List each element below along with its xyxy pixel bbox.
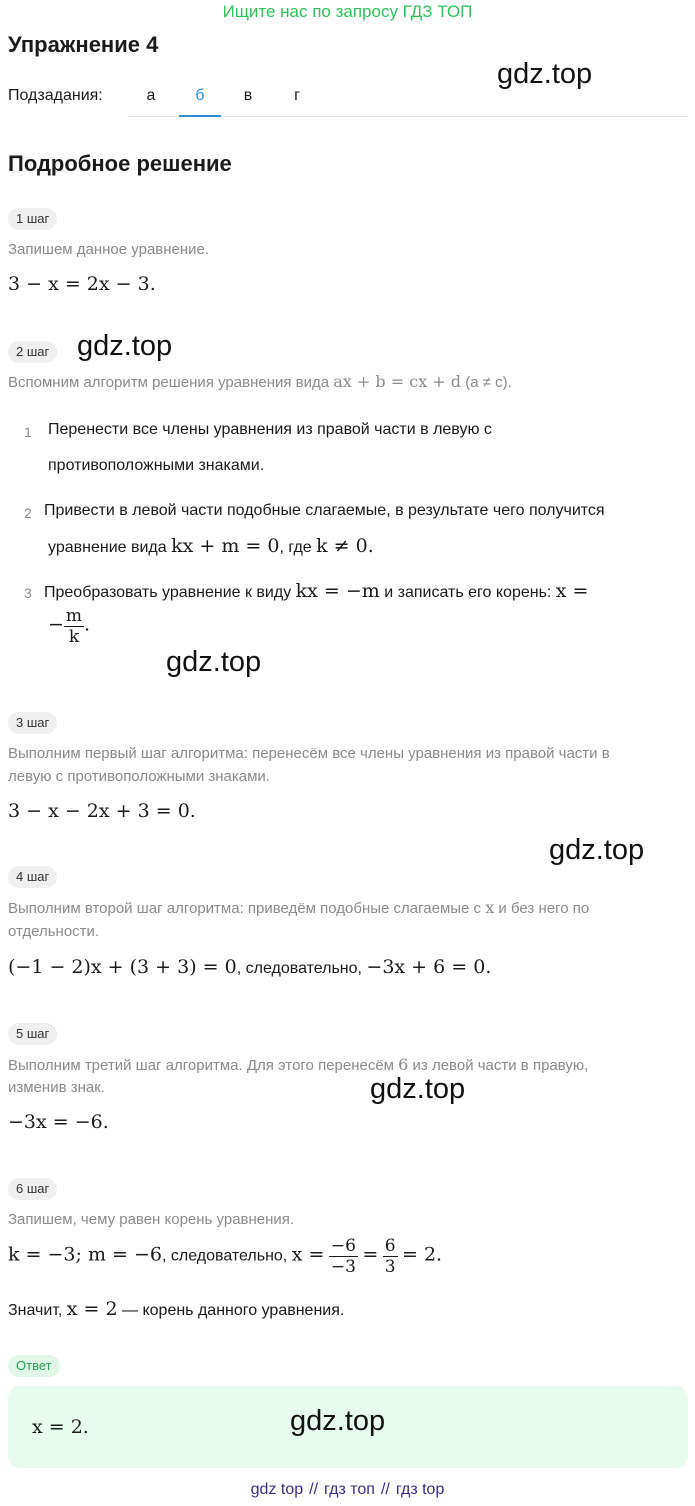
inline-math: kx = −m	[295, 580, 380, 602]
list-item-text	[44, 580, 588, 602]
text-part: уравнение вида	[48, 539, 172, 556]
subtasks-label: Подзадания:	[8, 87, 103, 104]
step-text-part: Вспомним алгоритм решения уравнения вида	[8, 374, 334, 391]
tab-b[interactable]: б	[179, 78, 221, 117]
fraction	[383, 1236, 398, 1277]
step-text	[8, 896, 589, 921]
denominator: 3	[384, 1257, 396, 1277]
footer-link[interactable]: gdz top	[250, 1481, 304, 1498]
step-badge: 3 шаг	[8, 712, 57, 734]
text-part: , где	[279, 539, 317, 556]
footer-links	[0, 1481, 695, 1499]
list-number: 2	[24, 505, 32, 521]
promo-banner: Ищите нас по запросу ГДЗ ТОП	[222, 2, 473, 21]
step-text: Запишем, чему равен корень уравнения.	[8, 1211, 295, 1228]
step-text: отдельности.	[8, 923, 100, 940]
step-badge: 4 шаг	[8, 866, 57, 888]
subtask-tabs	[128, 78, 688, 117]
watermark: gdz.top	[370, 1073, 466, 1105]
page-title: Упражнение 4	[8, 32, 159, 57]
watermark: gdz.top	[290, 1405, 386, 1437]
answer-badge: Ответ	[8, 1355, 60, 1377]
watermark: gdz.top	[497, 58, 593, 90]
period: .	[84, 613, 91, 636]
step-text: Выполним первый шаг алгоритма: перенесём все члены уравнения из правой части в	[8, 745, 610, 762]
inline-math: = 2.	[402, 1243, 443, 1266]
step-equation: 3 − x − 2x + 3 = 0.	[8, 800, 196, 822]
numerator: −6	[330, 1236, 356, 1256]
watermark: gdz.top	[166, 646, 262, 678]
footer-link[interactable]: гдз топ	[324, 1481, 375, 1498]
footer-link[interactable]: гдз top	[395, 1481, 445, 1498]
step-equation	[8, 1236, 442, 1277]
step-text: левую с противоположными знаками.	[8, 768, 270, 785]
numerator: 6	[384, 1236, 396, 1256]
text-part: Значит,	[8, 1302, 67, 1319]
text-part: , следовательно,	[236, 960, 367, 977]
text-part: и записать его корень:	[379, 584, 556, 601]
fraction	[329, 1236, 358, 1277]
text-part: Выполним третий шаг алгоритма. Для этого перенесём	[8, 1057, 399, 1074]
solution-heading: Подробное решение	[8, 151, 232, 176]
inline-math: k = −3; m = −6	[8, 1243, 162, 1266]
step-badge: 5 шаг	[8, 1023, 57, 1045]
tab-g[interactable]: г	[294, 87, 300, 104]
step-text	[8, 370, 512, 395]
tab-a[interactable]: а	[146, 87, 156, 104]
numerator: m	[65, 606, 83, 626]
list-item-text: Привести в левой части подобные слагаемые, в результате чего получится	[44, 502, 605, 519]
footer-separator: //	[309, 1481, 319, 1498]
list-number: 1	[24, 424, 32, 440]
step-text: изменив знак.	[8, 1079, 105, 1096]
text-part: Преобразовать уравнение к виду	[44, 584, 296, 601]
list-item-text: противоположными знаками.	[48, 457, 265, 474]
inline-math: k ≠ 0.	[316, 535, 374, 557]
step-equation	[8, 956, 491, 978]
fraction	[64, 606, 84, 647]
fraction-expression	[48, 606, 90, 647]
inline-math: kx + m = 0	[171, 535, 280, 557]
minus-sign: −	[48, 613, 64, 636]
text-part: из левой части в правую,	[408, 1057, 589, 1074]
step-badge: 2 шаг	[8, 341, 57, 363]
step-badge: 1 шаг	[8, 208, 57, 230]
inline-math: x	[485, 898, 495, 917]
list-number: 3	[24, 585, 32, 601]
footer-separator: //	[380, 1481, 390, 1498]
tab-v[interactable]: в	[243, 87, 253, 104]
text-part: и без него по	[494, 900, 590, 917]
step-badge: 6 шаг	[8, 1178, 57, 1200]
inline-math: x =	[555, 580, 589, 602]
answer-value: x = 2.	[32, 1416, 89, 1438]
conclusion	[8, 1298, 344, 1320]
step-text	[8, 1053, 588, 1078]
inline-math: x =	[291, 1243, 325, 1266]
inline-math: 6	[398, 1055, 409, 1074]
list-item-text	[48, 535, 374, 557]
equals-sign: =	[362, 1243, 379, 1266]
watermark: gdz.top	[77, 330, 173, 362]
inline-math: ax + b = cx + d	[333, 372, 462, 391]
step-text: Запишем данное уравнение.	[8, 241, 210, 258]
inline-math: −3x + 6 = 0.	[366, 956, 492, 978]
inline-math: x = 2	[66, 1298, 118, 1320]
step-text-part: (a ≠ c).	[461, 374, 512, 391]
text-part: , следовательно,	[162, 1247, 292, 1265]
denominator: k	[68, 627, 80, 647]
step-equation: −3x = −6.	[8, 1111, 109, 1133]
inline-math: (−1 − 2)x + (3 + 3) = 0	[8, 956, 237, 978]
step-equation: 3 − x = 2x − 3.	[8, 273, 156, 295]
text-part: — корень данного уравнения.	[117, 1302, 345, 1319]
text-part: Выполним второй шаг алгоритма: приведём подобные слагаемые с	[8, 900, 486, 917]
denominator: −3	[330, 1257, 356, 1277]
watermark: gdz.top	[549, 834, 645, 866]
list-item-text: Перенести все члены уравнения из правой части в левую с	[48, 421, 492, 438]
